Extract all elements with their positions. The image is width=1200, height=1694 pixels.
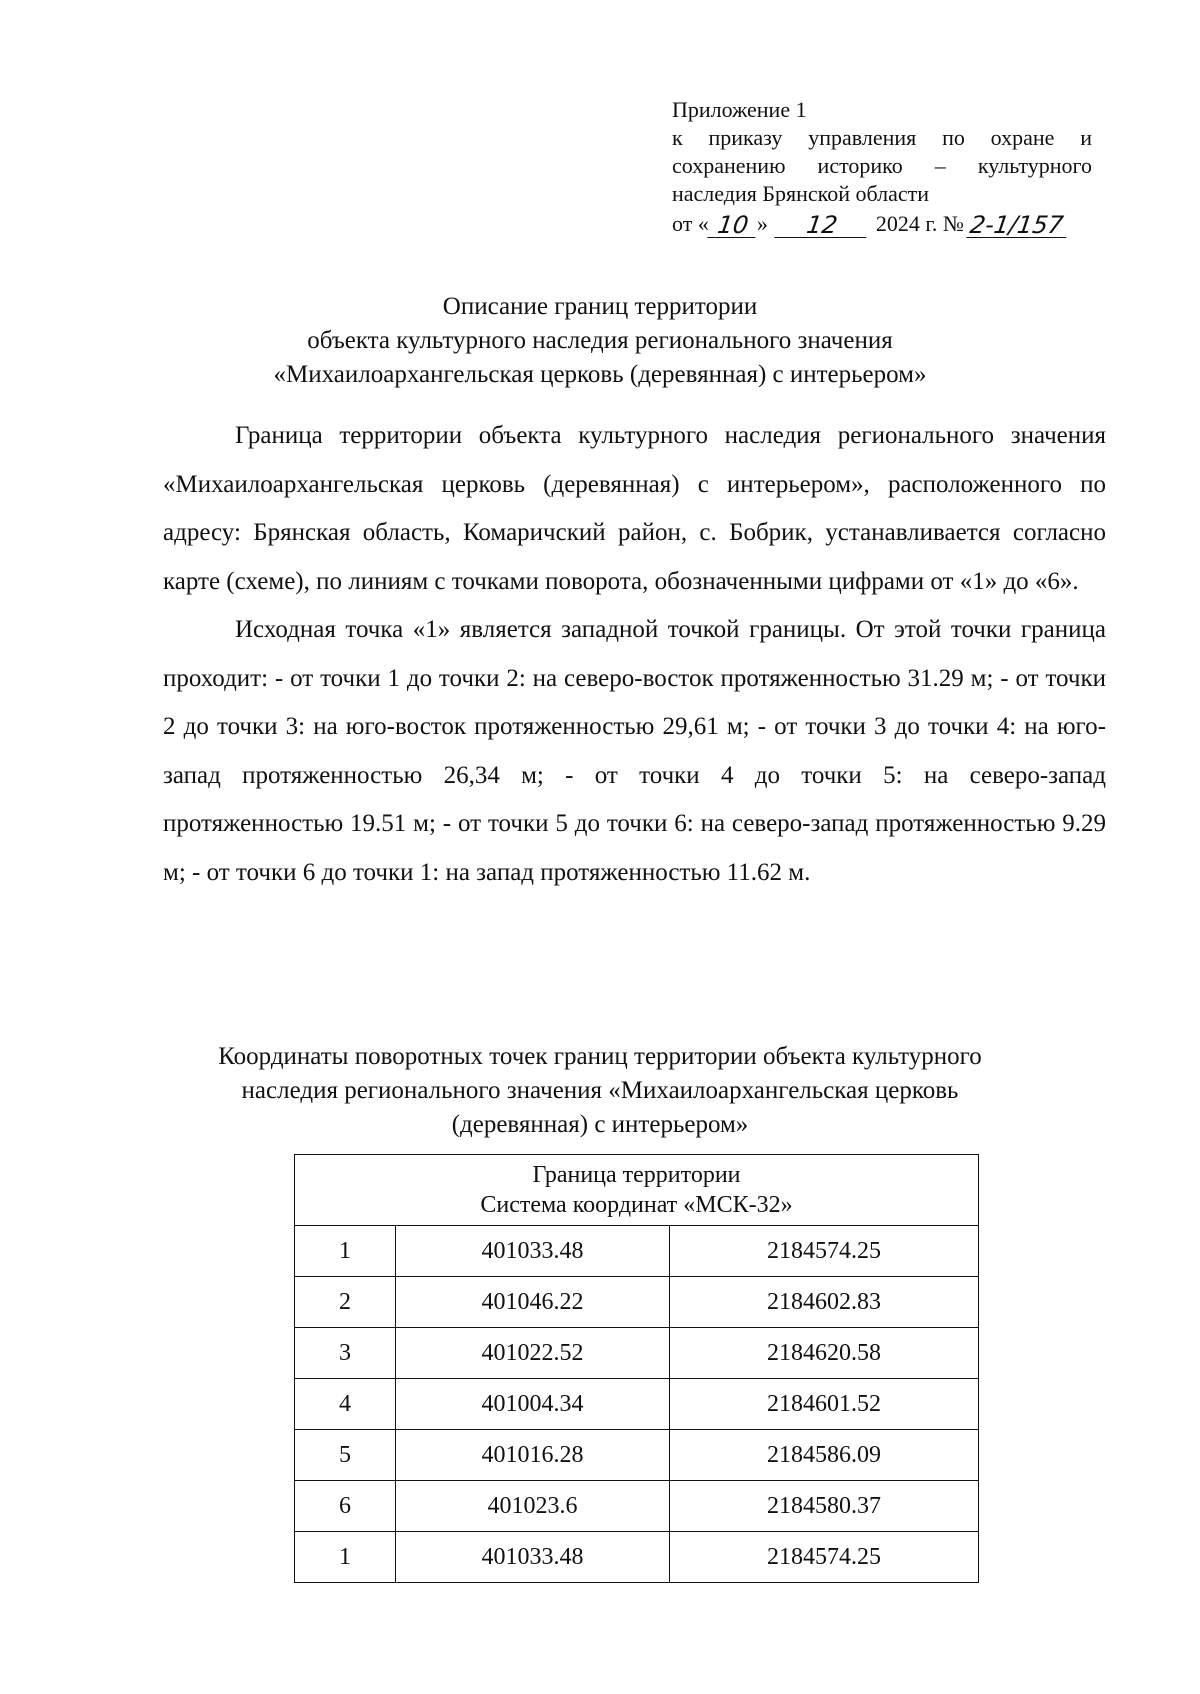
x-coordinate-cell: 401016.28 — [396, 1430, 670, 1481]
caption-line-3: (деревянная) с интерьером» — [451, 1111, 749, 1138]
table-header — [295, 1155, 979, 1226]
y-coordinate-cell: 2184602.83 — [670, 1277, 979, 1328]
x-coordinate-cell: 401033.48 — [396, 1532, 670, 1583]
appendix-title: Приложение 1 — [672, 97, 807, 122]
x-coordinate-cell: 401023.6 — [396, 1481, 670, 1532]
date-prefix: от « — [672, 211, 709, 236]
year-text: 2024 г. № — [875, 211, 964, 236]
order-date-line — [672, 208, 1092, 238]
caption-line-1: Координаты поворотных точек границ территории объекта культурного — [218, 1043, 982, 1070]
point-number-cell: 2 — [295, 1277, 396, 1328]
paragraph-boundary-description: Граница территории объекта культурного наследия регионального значения «Михаилоархангельская церковь (деревянная) с интерьером», расположенного по адресу: Брянская область, Комаричский район, с. Бобрик, устанавливается согласно карте (схеме), по линиям с точками поворота, обозначенными цифрами от «1» до «6». — [163, 422, 1106, 595]
table-row — [295, 1532, 979, 1583]
point-number-cell: 4 — [295, 1379, 396, 1430]
x-coordinate-cell: 401022.52 — [396, 1328, 670, 1379]
point-number-cell: 1 — [295, 1532, 396, 1583]
table-row — [295, 1379, 979, 1430]
coordinates-table — [294, 1154, 979, 1583]
handwritten-month: 12 — [774, 213, 870, 238]
appendix-line-1: к приказу управления по охране и — [672, 125, 1092, 150]
handwritten-order-number: 2-1/157 — [966, 213, 1070, 238]
table-row — [295, 1430, 979, 1481]
appendix-line-2: сохранению историко – культурного — [672, 153, 1092, 178]
y-coordinate-cell: 2184586.09 — [670, 1430, 979, 1481]
x-coordinate-cell: 401046.22 — [396, 1277, 670, 1328]
point-number-cell: 1 — [295, 1226, 396, 1277]
title-line-2: объекта культурного наследия регионального значения — [307, 327, 893, 354]
point-number-cell: 6 — [295, 1481, 396, 1532]
table-row — [295, 1277, 979, 1328]
caption-line-2: наследия регионального значения «Михаилоархангельская церковь — [241, 1077, 959, 1104]
document-body — [163, 412, 1106, 897]
date-mid: » — [756, 211, 768, 236]
table-row — [295, 1226, 979, 1277]
table-header-line-1: Граница территории — [532, 1162, 741, 1188]
y-coordinate-cell: 2184580.37 — [670, 1481, 979, 1532]
handwritten-day: 10 — [707, 213, 759, 238]
table-row — [295, 1481, 979, 1532]
point-number-cell: 5 — [295, 1430, 396, 1481]
table-header-row — [295, 1155, 979, 1226]
table-row — [295, 1328, 979, 1379]
title-line-3: «Михаилоархангельская церковь (деревянная) с интерьером» — [273, 361, 927, 388]
paragraph-boundary-route: Исходная точка «1» является западной точкой границы. От этой точки граница проходит: - от точки 1 до точки 2: на северо-восток протяженностью 31.29 м; - от точки 2 до точки 3: на юго-восток протяженностью 29,61 м; - от точки 3 до точки 4: на юго-запад протяженностью 26,34 м; - от точки 4 до точки 5: на северо-запад протяженностью 19.51 м; - от точки 5 до точки 6: на северо-запад протяженностью 9.29 м; - от точки 6 до точки 1: на запад протяженностью 11.62 м. — [163, 616, 1106, 886]
y-coordinate-cell: 2184601.52 — [670, 1379, 979, 1430]
appendix-line-3: наследия Брянской области — [672, 181, 930, 206]
y-coordinate-cell: 2184574.25 — [670, 1226, 979, 1277]
x-coordinate-cell: 401004.34 — [396, 1379, 670, 1430]
table-caption — [0, 1040, 1200, 1142]
y-coordinate-cell: 2184620.58 — [670, 1328, 979, 1379]
table-header-line-2: Система координат «МСК-32» — [480, 1192, 793, 1218]
y-coordinate-cell: 2184574.25 — [670, 1532, 979, 1583]
appendix-header — [672, 96, 1092, 238]
x-coordinate-cell: 401033.48 — [396, 1226, 670, 1277]
point-number-cell: 3 — [295, 1328, 396, 1379]
title-line-1: Описание границ территории — [442, 293, 758, 320]
document-title — [0, 290, 1200, 392]
